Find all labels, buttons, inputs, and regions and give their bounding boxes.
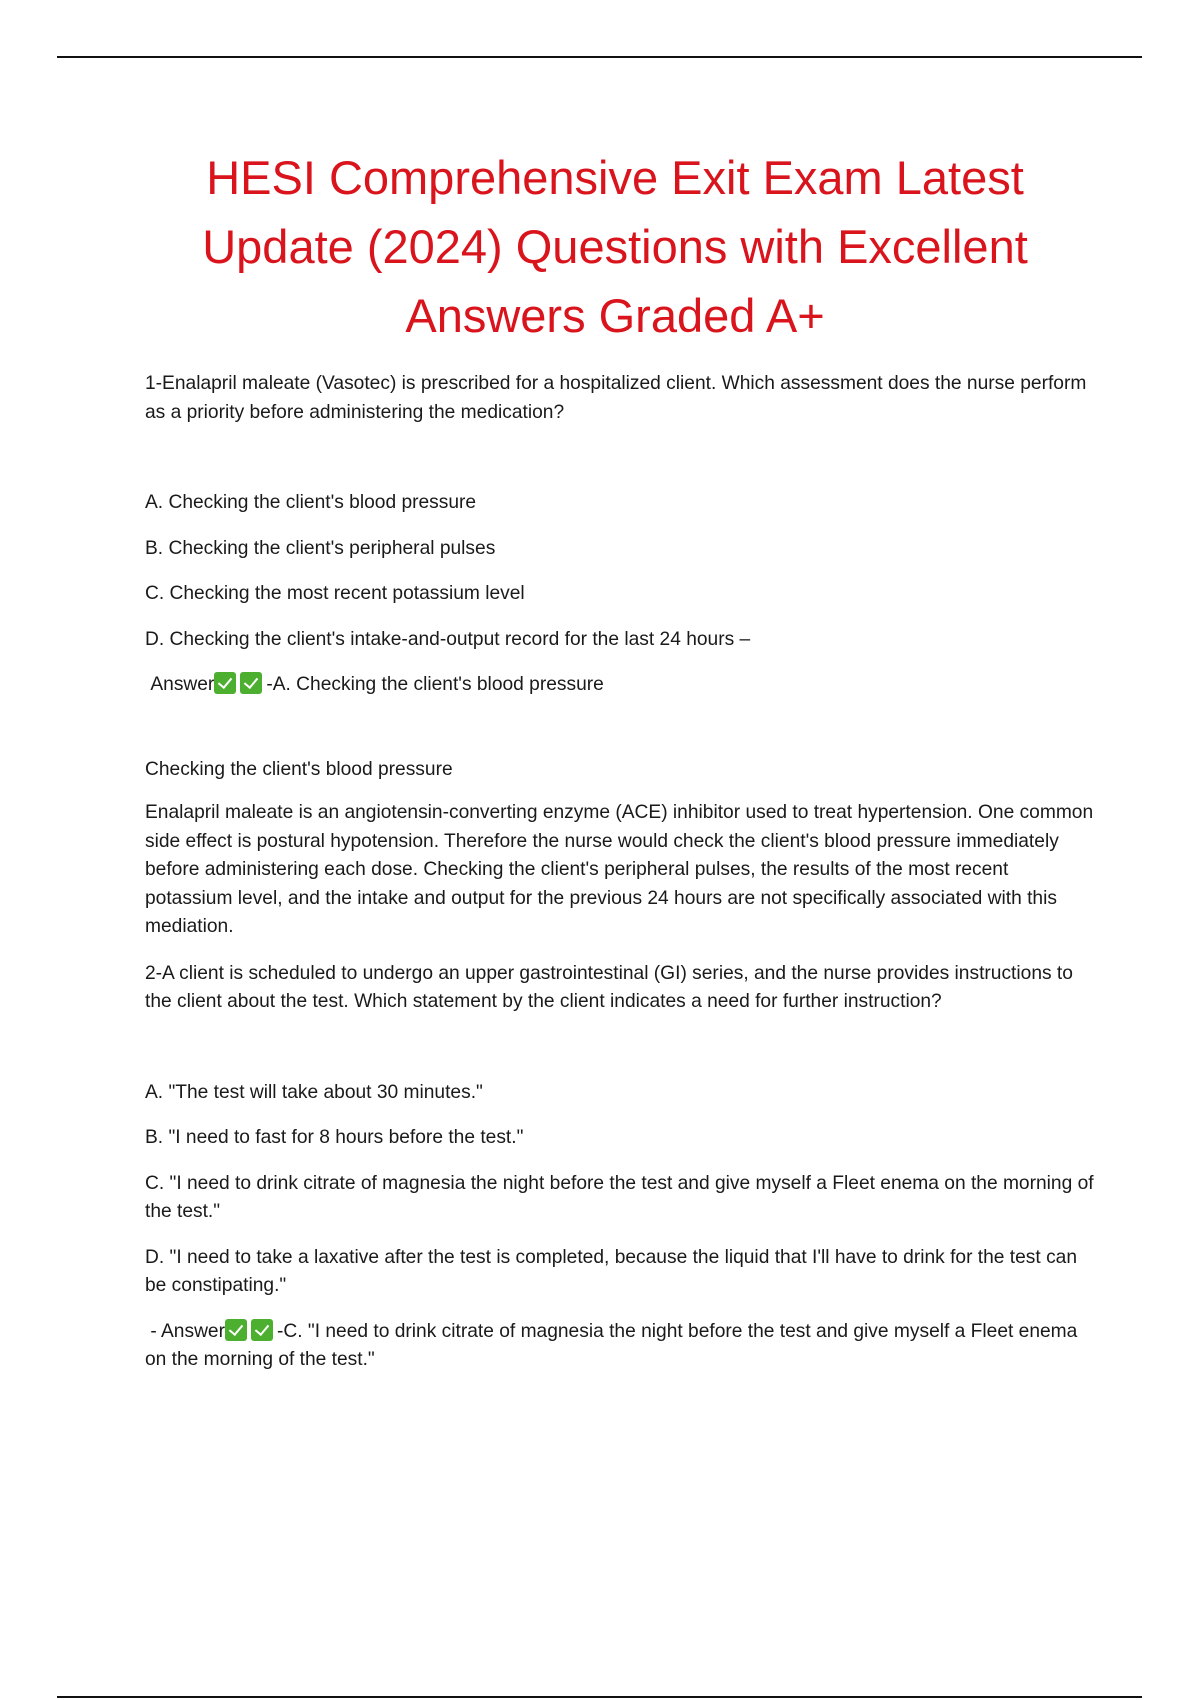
question-1-stem: 1-Enalapril maleate (Vasotec) is prescribed for a hospitalized client. Which assessment does the nurse perform as a priority before administering the medication? bbox=[145, 373, 1087, 423]
question-1-option-c: C. Checking the most recent potassium level bbox=[145, 583, 525, 604]
check-icon bbox=[240, 672, 262, 694]
question-2-option-b: B. "I need to fast for 8 hours before the test." bbox=[145, 1127, 524, 1148]
question-1-option-a: A. Checking the client's blood pressure bbox=[145, 492, 477, 513]
question-1-option-d: D. Checking the client's intake-and-output record for the last 24 hours – bbox=[145, 628, 751, 650]
answer-label: Answer bbox=[150, 674, 215, 695]
question-2-option-d: D. "I need to take a laxative after the test is completed, because the liquid that I'll have to drink for the test can be constipating." bbox=[145, 1246, 1077, 1296]
question-1-option-b: B. Checking the client's peripheral pulses bbox=[145, 537, 496, 559]
question-1-explanation-heading: Checking the client's blood pressure bbox=[145, 758, 453, 780]
header-rule bbox=[57, 56, 1142, 58]
question-2-option-c: C. "I need to drink citrate of magnesia the night before the test and give myself a Fleet enema on the morning of the test." bbox=[145, 1172, 1094, 1222]
footer-rule bbox=[57, 1696, 1142, 1698]
question-2-stem: 2-A client is scheduled to undergo an upper gastrointestinal (GI) series, and the nurse provides instructions to the client about the test. Which statement by the client indicates a need for further instruction? bbox=[145, 962, 1073, 1012]
answer-text: -A. Checking the client's blood pressure bbox=[266, 674, 604, 695]
question-1-explanation: Enalapril maleate is an angiotensin-converting enzyme (ACE) inhibitor used to treat hypertension. One common side effect is postural hypotension. Therefore the nurse would check the client's blood pressure immediately before administering each dose. Checking the client's peripheral pulses, the results of the most recent potassium level, and the intake and output for the previous 24 hours are not specifically associated with this mediation. bbox=[145, 802, 1094, 937]
check-icon bbox=[225, 1319, 247, 1341]
question-2-answer bbox=[145, 1318, 1095, 1375]
check-icon bbox=[251, 1319, 273, 1341]
question-1-answer bbox=[145, 671, 1095, 700]
document-title: HESI Comprehensive Exit Exam Latest Update (2024) Questions with Excellent Answers Graded A+ bbox=[202, 151, 1028, 342]
document-body bbox=[145, 370, 1095, 1375]
answer-label: - Answer bbox=[150, 1320, 225, 1342]
check-icon bbox=[214, 672, 236, 694]
question-2-option-a: A. "The test will take about 30 minutes." bbox=[145, 1081, 483, 1103]
answer-text: -C. "I need to drink citrate of magnesia the night before the test and give myself a Fleet enema on the morning of the test." bbox=[145, 1320, 1078, 1370]
